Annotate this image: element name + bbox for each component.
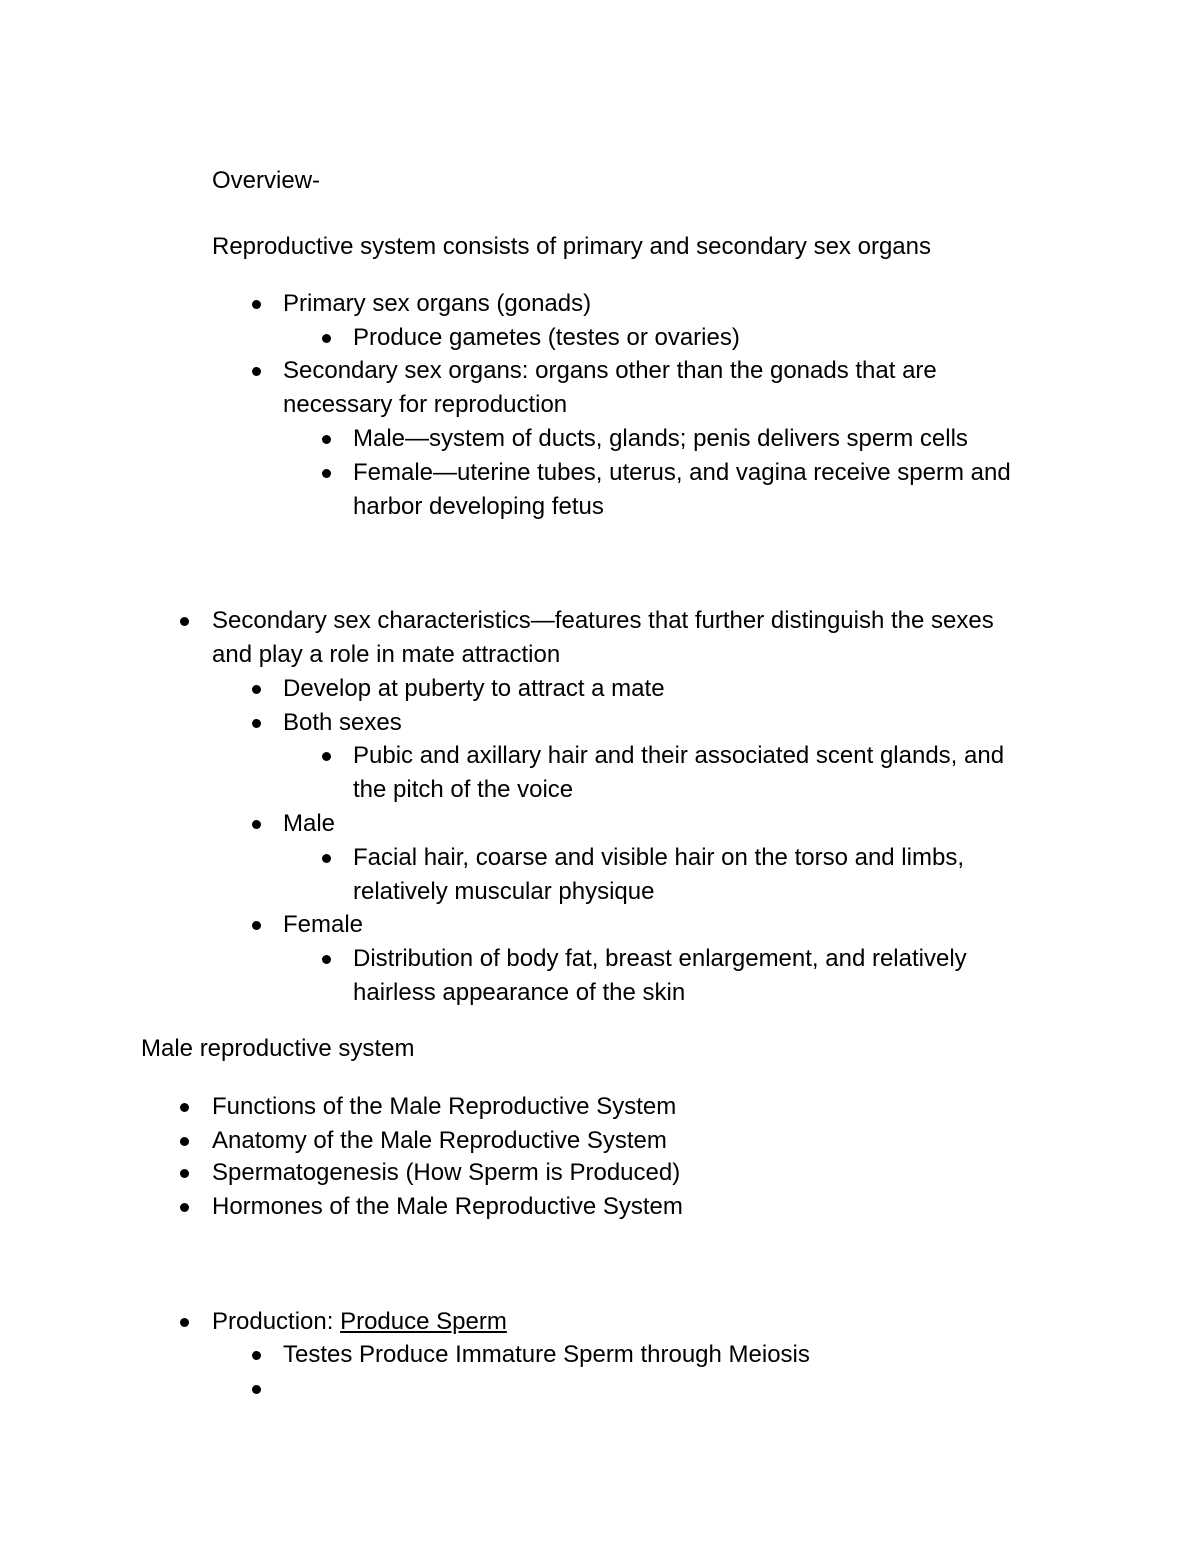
bullet [252, 1351, 261, 1360]
list-item: Both sexes [283, 709, 402, 736]
production-label: Production: [212, 1308, 341, 1335]
list-item: Male—system of ducts, glands; penis delivers sperm cells [353, 425, 968, 452]
list-item: Male [283, 810, 336, 837]
production-link[interactable]: Produce Sperm [340, 1308, 507, 1335]
bullet [322, 435, 331, 444]
bullet [180, 1103, 189, 1112]
list-item: Spermatogenesis (How Sperm is Produced) [212, 1159, 681, 1186]
bullet [180, 1318, 189, 1327]
overview-intro: Reproductive system consists of primary and secondary sex organs [212, 233, 931, 260]
list-item [212, 1305, 507, 1339]
bullet [322, 955, 331, 964]
bullet [180, 617, 189, 626]
list-item: Hormones of the Male Reproductive System [212, 1193, 683, 1220]
list-item: Produce gametes (testes or ovaries) [353, 324, 740, 351]
list-item: Distribution of body fat, breast enlargement, and relatively [353, 945, 967, 972]
bullet [252, 300, 261, 309]
section-heading: Male reproductive system [141, 1035, 415, 1062]
bullet [180, 1169, 189, 1178]
list-item: Secondary sex organs: organs other than the gonads that are [283, 357, 937, 384]
bullet [180, 1203, 189, 1212]
list-item: Female—uterine tubes, uterus, and vagina receive sperm and [353, 459, 1011, 486]
bullet [322, 752, 331, 761]
list-item: Facial hair, coarse and visible hair on the torso and limbs, [353, 844, 964, 871]
bullet [252, 719, 261, 728]
overview-heading: Overview- [212, 167, 321, 194]
empty-bullet [252, 1385, 261, 1394]
bullet [180, 1137, 189, 1146]
list-item: Functions of the Male Reproductive System [212, 1093, 677, 1120]
list-item: Testes Produce Immature Sperm through Meiosis [283, 1341, 810, 1368]
bullet [252, 367, 261, 376]
list-item-continuation: harbor developing fetus [353, 493, 604, 520]
list-item: Primary sex organs (gonads) [283, 290, 592, 317]
list-item: Pubic and axillary hair and their associated scent glands, and [353, 742, 1005, 769]
list-item: Develop at puberty to attract a mate [283, 675, 665, 702]
bullet [252, 921, 261, 930]
list-item-continuation: and play a role in mate attraction [212, 641, 561, 668]
list-item-continuation: the pitch of the voice [353, 776, 574, 803]
list-item: Female [283, 911, 364, 938]
bullet [252, 820, 261, 829]
bullet [322, 469, 331, 478]
list-item: Secondary sex characteristics—features that further distinguish the sexes [212, 607, 994, 634]
bullet [322, 854, 331, 863]
bullet [252, 685, 261, 694]
list-item-continuation: hairless appearance of the skin [353, 979, 686, 1006]
list-item-continuation: relatively muscular physique [353, 878, 655, 905]
list-item-continuation: necessary for reproduction [283, 391, 568, 418]
list-item: Anatomy of the Male Reproductive System [212, 1127, 667, 1154]
bullet [322, 334, 331, 343]
